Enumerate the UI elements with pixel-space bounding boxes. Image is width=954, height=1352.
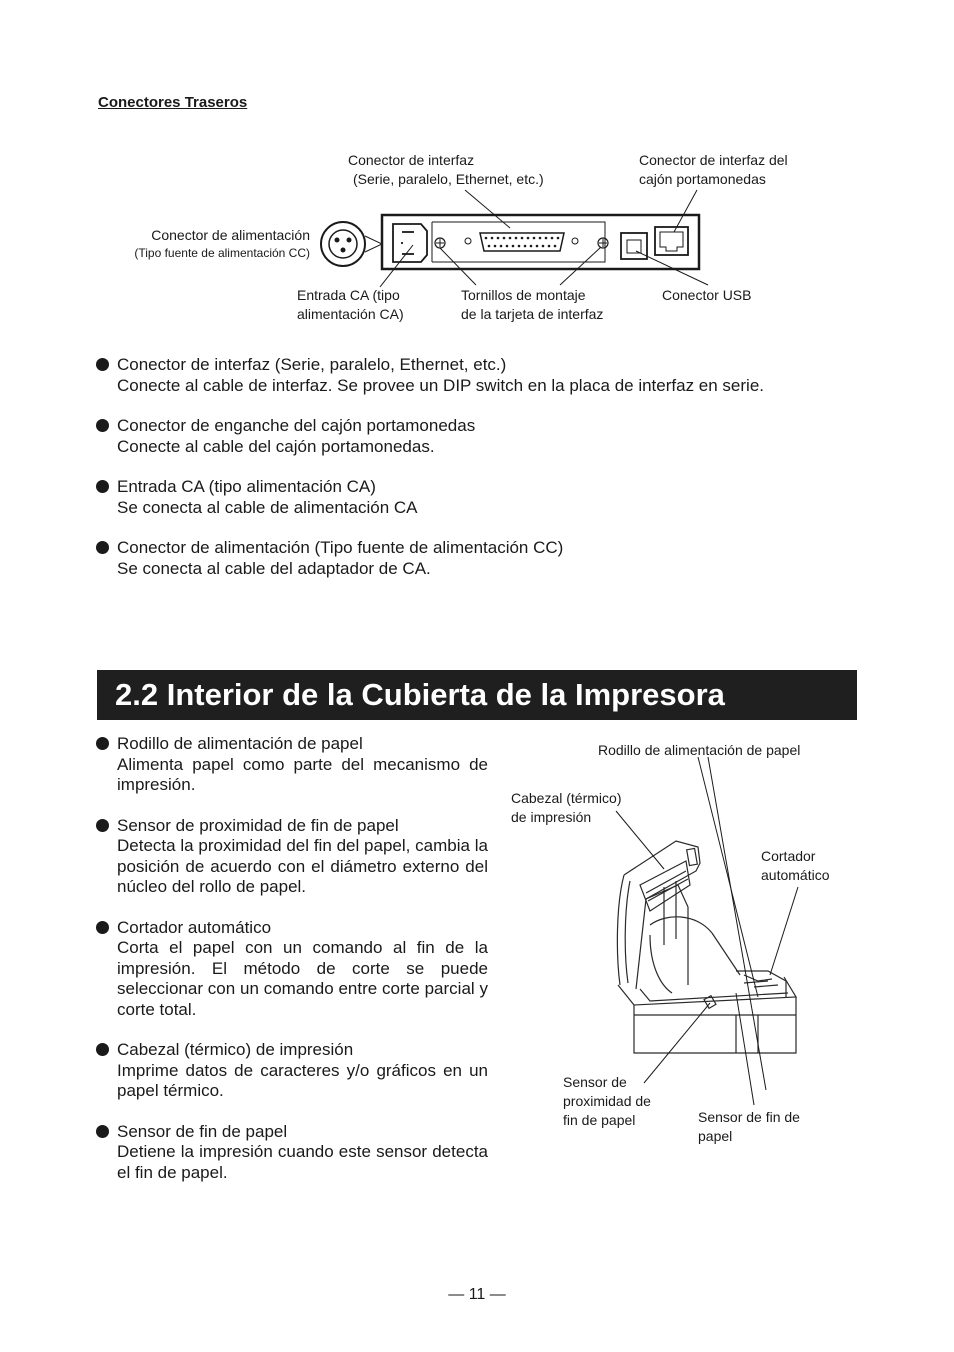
list-item: Cabezal (térmico) de impresión Imprime datos de caracteres y/o gráficos en un papel térmico.: [96, 1040, 488, 1102]
list-item: Conector de alimentación (Tipo fuente de alimentación CC) Se conecta al cable del adaptador de CA.: [96, 538, 866, 579]
bullet-icon: [96, 819, 109, 832]
rear-connectors-list: [96, 355, 866, 599]
label-near-end-sensor: Sensor de proximidad de fin de papel: [563, 1074, 651, 1128]
page-number: — 11 —: [448, 1286, 506, 1303]
label-ac-inlet: Entrada CA (tipo alimentación CA): [297, 287, 404, 322]
bullet-icon: [96, 419, 109, 432]
label-paper-end-sensor: Sensor de fin de papel: [698, 1109, 800, 1144]
printer-interior-list: [96, 734, 488, 1203]
ac-inlet-icon: [393, 224, 427, 262]
bullet-icon: [96, 737, 109, 750]
db25-connector-icon: [465, 233, 578, 251]
bullet-icon: [96, 541, 109, 554]
label-power-connector: Conector de alimentación (Tipo fuente de alimentación CC): [134, 227, 310, 260]
label-feed-roller: Rodillo de alimentación de papel: [598, 742, 801, 758]
list-item: Conector de interfaz (Serie, paralelo, Ethernet, etc.) Conecte al cable de interfaz. Se provee un DIP switch en la placa de interfaz en serie.: [96, 355, 866, 396]
label-interface-connector: Conector de interfaz (Serie, paralelo, Ethernet, etc.): [348, 152, 544, 187]
bullet-icon: [96, 358, 109, 371]
list-item: Rodillo de alimentación de papel Alimenta papel como parte del mecanismo de impresión.: [96, 734, 488, 796]
rear-panel: [382, 215, 699, 269]
list-item: Entrada CA (tipo alimentación CA) Se conecta al cable de alimentación CA: [96, 477, 866, 518]
bullet-icon: [96, 921, 109, 934]
mounting-screw-icon: [435, 238, 445, 248]
bullet-icon: [96, 480, 109, 493]
list-item: Sensor de proximidad de fin de papel Detecta la proximidad del fin del papel, cambia la posición de acuerdo con el diámetro externo del núcleo del rollo de papel.: [96, 816, 488, 898]
label-mounting-screws: Tornillos de montaje de la tarjeta de interfaz: [461, 287, 604, 322]
mounting-screw-icon: [598, 238, 608, 248]
bullet-icon: [96, 1125, 109, 1138]
list-item: Cortador automático Corta el papel con un comando al fin de la impresión. El método de corte se puede seleccionar con un comando entre corte parcial y corte total.: [96, 918, 488, 1021]
label-print-head: Cabezal (térmico) de impresión: [511, 790, 622, 825]
dc-power-jack-icon: [321, 222, 365, 266]
list-item: Sensor de fin de papel Detiene la impresión cuando este sensor detecta el fin de papel.: [96, 1122, 488, 1184]
rear-connectors-heading: Conectores Traseros: [98, 94, 248, 111]
label-auto-cutter: Cortador automático: [761, 848, 830, 883]
section-title-banner: 2.2 Interior de la Cubierta de la Impresora: [97, 670, 857, 720]
drawer-rj-connector-icon: [655, 227, 688, 255]
label-usb-connector: Conector USB: [662, 287, 752, 303]
bullet-icon: [96, 1043, 109, 1056]
list-item: Conector de enganche del cajón portamonedas Conecte al cable del cajón portamonedas.: [96, 416, 866, 457]
usb-connector-icon: [621, 233, 647, 259]
label-drawer-connector: Conector de interfaz del cajón portamonedas: [639, 152, 788, 187]
